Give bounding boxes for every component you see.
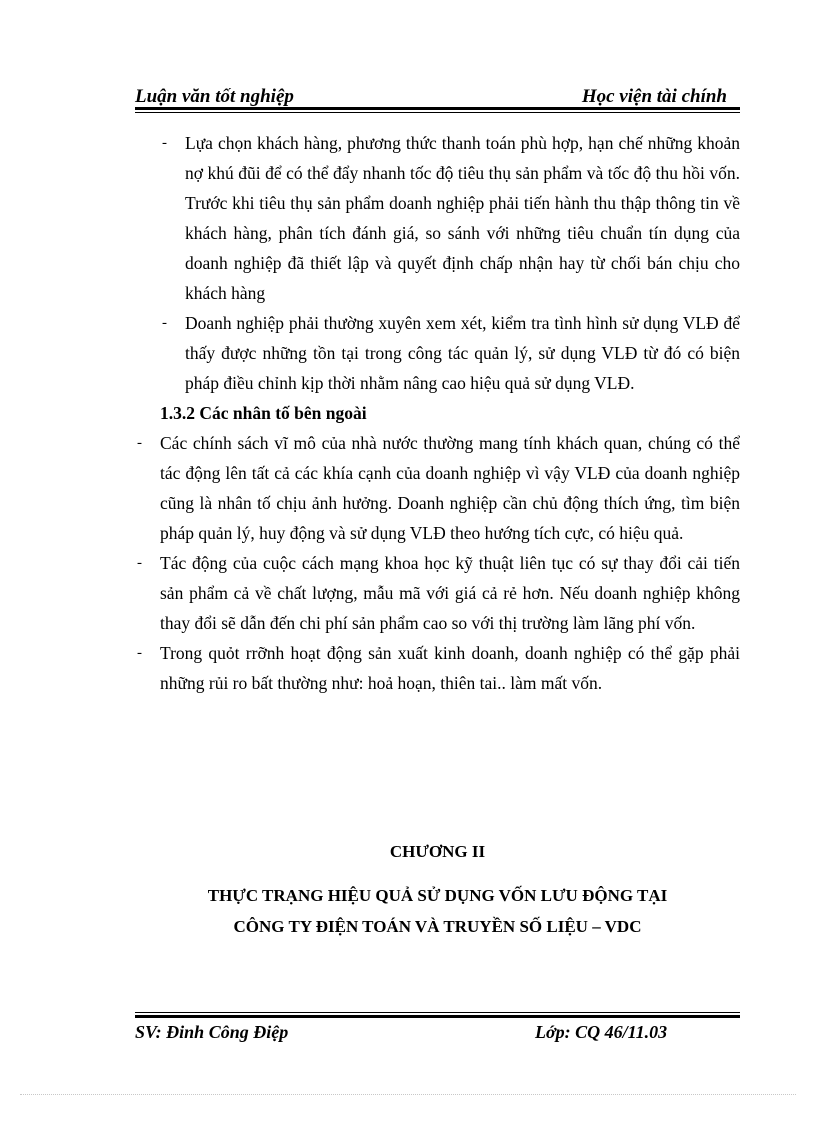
footer-class-label: Lớp: CQ 46/11.03 [535, 1022, 668, 1042]
list-item [135, 638, 740, 698]
paragraph-text: Doanh nghiệp phải thường xuyên xem xét, kiểm tra tình hình sử dụng VLĐ để thấy được những tồn tại trong công tác quản lý, sử dụng VLĐ từ đó có biện pháp điều chỉnh kịp thời nhằm nâng cao hiệu quả sử dụng VLĐ. [185, 313, 740, 393]
paragraph-text: Tác động của cuộc cách mạng khoa học kỹ thuật liên tục có sự thay đổi cải tiến sản phẩm cả về chất lượng, mẫu mã với giá cả rẻ hơn. Nếu doanh nghiệp không thay đổi sẽ dẫn đến chi phí sản phẩm cao so với thị trường làm lãng phí vốn. [160, 553, 740, 633]
header-thesis-label: Luận văn tốt nghiệp [135, 86, 294, 107]
bullet-dash-icon: - [162, 135, 167, 151]
bullet-dash-icon: - [137, 555, 142, 571]
header-rule-thin [135, 112, 740, 113]
bullet-dash-icon: - [162, 315, 167, 331]
footer-rule-thin [135, 1012, 740, 1013]
chapter-subtitle-line2: CÔNG TY ĐIỆN TOÁN VÀ TRUYỀN SỐ LIỆU – VDC [233, 917, 642, 936]
page-body [135, 128, 740, 698]
footer-rule-thick [135, 1015, 740, 1018]
page-edge-divider [20, 1094, 796, 1095]
list-item [135, 548, 740, 638]
bullet-dash-icon: - [137, 645, 142, 661]
bullet-dash-icon: - [137, 435, 142, 451]
header-rule-thick [135, 107, 740, 110]
list-item [135, 308, 740, 398]
list-item [135, 128, 740, 308]
list-item [135, 428, 740, 548]
section-heading: 1.3.2 Các nhân tố bên ngoài [160, 403, 367, 423]
chapter-title: CHƯƠNG II [389, 842, 486, 861]
paragraph-text: Lựa chọn khách hàng, phương thức thanh toán phù hợp, hạn chế những khoản nợ khú đũi để có thể đẩy nhanh tốc độ tiêu thụ sản phẩm và tốc độ thu hồi vốn. Trước khi tiêu thụ sản phẩm doanh nghiệp phải tiến hành thu thập thông tin về khách hàng, phân tích đánh giá, so sánh với những tiêu chuẩn tín dụng của doanh nghiệp đã thiết lập và quyết định chấp nhận hay từ chối bán chịu cho khách hàng [185, 133, 740, 303]
header-institution-label: Học viện tài chính [581, 86, 727, 107]
paragraph-text: Trong quỏt rrỡnh hoạt động sản xuất kinh doanh, doanh nghiệp có thể gặp phải những rủi ro bất thường như: hoả hoạn, thiên tai.. làm mất vốn. [160, 643, 740, 693]
chapter-subtitle-line1: THỰC TRẠNG HIỆU QUẢ SỬ DỤNG VỐN LƯU ĐỘNG TẠI [207, 886, 668, 905]
footer-student-label: SV: Đinh Công Điệp [135, 1022, 289, 1042]
paragraph-text: Các chính sách vĩ mô của nhà nước thường mang tính khách quan, chúng có thể tác động lên tất cả các khía cạnh của doanh nghiệp vì vậy VLĐ của doanh nghiệp cũng là nhân tố chịu ảnh hưởng. Doanh nghiệp cần chủ động thích ứng, tìm biện pháp quản lý, huy động và sử dụng VLĐ theo hướng tích cực, có hiệu quả. [160, 433, 740, 543]
page-header [135, 84, 740, 108]
